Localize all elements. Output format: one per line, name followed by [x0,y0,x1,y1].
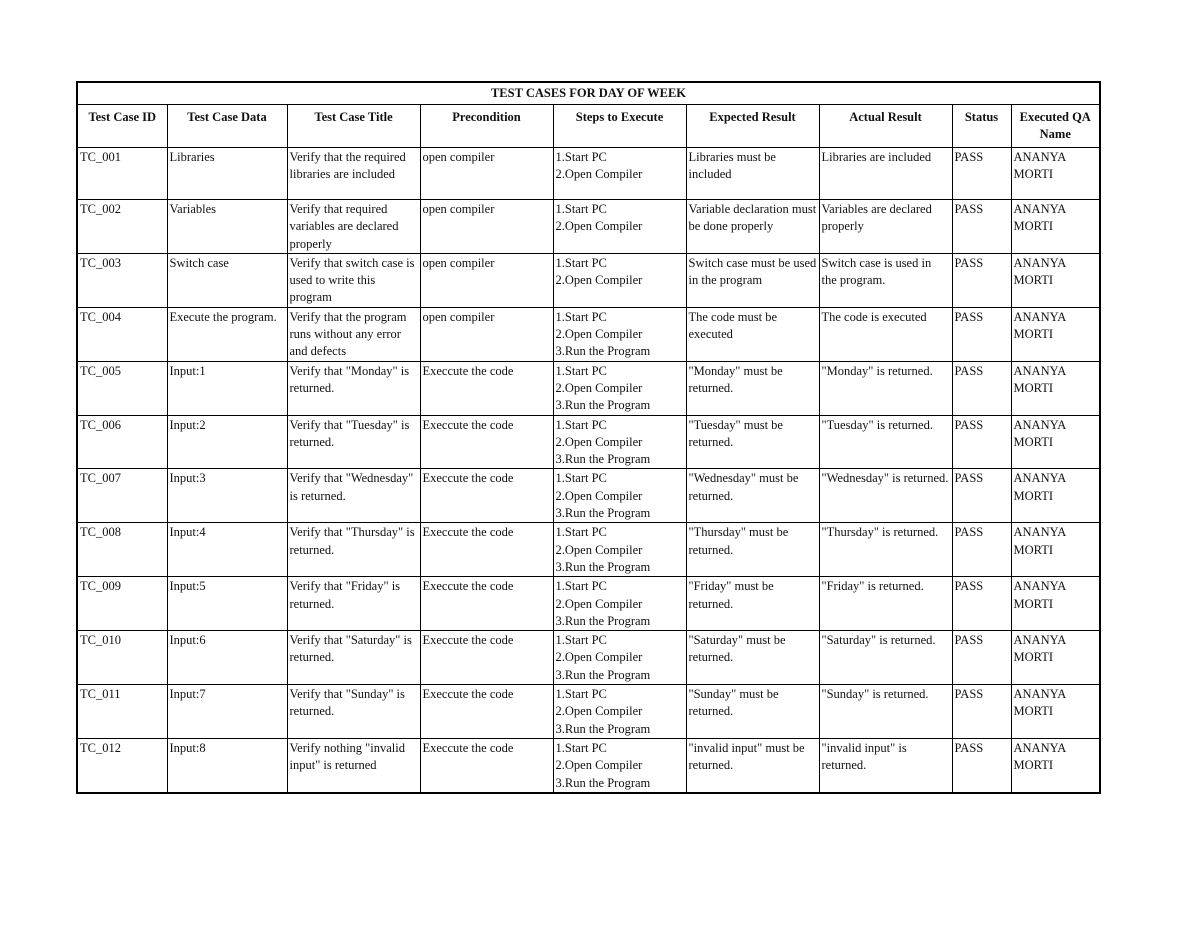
executed-qa-name-cell: ANANYA MORTI [1011,577,1100,631]
step-item: 1.Start PC [555,255,607,270]
expected-result-cell: "Saturday" must be returned. [686,631,819,685]
table-row [77,631,1100,685]
steps-cell [553,631,686,685]
steps-cell [553,148,686,200]
precondition-cell: Execcute the code [420,631,553,685]
table-title: TEST CASES FOR DAY OF WEEK [77,82,1100,105]
test-case-id-cell: TC_010 [77,631,167,685]
test-case-title-cell: Verify that "Thursday" is returned. [287,523,420,577]
actual-result-cell: "invalid input" is returned. [819,738,952,792]
executed-qa-name-cell: ANANYA MORTI [1011,738,1100,792]
steps-cell [553,361,686,415]
header-row [77,105,1100,148]
test-case-data-cell: Variables [167,200,287,254]
test-case-data-cell: Input:8 [167,738,287,792]
header-status: Status [952,105,1011,148]
actual-result-cell: "Friday" is returned. [819,577,952,631]
table-row [77,577,1100,631]
table-row [77,200,1100,254]
steps-cell [553,200,686,254]
expected-result-cell: Switch case must be used in the program [686,253,819,307]
step-item: 3.Run the Program [555,398,651,413]
step-item: 3.Run the Program [555,667,651,682]
steps-cell [553,577,686,631]
executed-qa-name-cell: ANANYA MORTI [1011,469,1100,523]
step-item: 2.Open Compiler [555,650,643,665]
test-case-title-cell: Verify that the required libraries are included [287,148,420,200]
test-case-data-cell: Input:1 [167,361,287,415]
test-case-title-cell: Verify that "Friday" is returned. [287,577,420,631]
step-item: 1.Start PC [555,363,607,378]
test-case-title-cell: Verify that "Saturday" is returned. [287,631,420,685]
test-case-data-cell: Switch case [167,253,287,307]
status-cell: PASS [952,200,1011,254]
header-test-case-title: Test Case Title [287,105,420,148]
precondition-cell: open compiler [420,307,553,361]
table-row [77,685,1100,739]
step-item: 1.Start PC [555,150,607,164]
step-item: 1.Start PC [555,202,607,216]
precondition-cell: Execcute the code [420,577,553,631]
status-cell: PASS [952,738,1011,792]
actual-result-cell: "Thursday" is returned. [819,523,952,577]
header-executed-qa: Executed QA Name [1011,105,1100,148]
expected-result-cell: Variable declaration must be done properly [686,200,819,254]
step-item: 2.Open Compiler [555,488,643,503]
header-test-case-data: Test Case Data [167,105,287,148]
table-row [77,738,1100,792]
test-case-data-cell: Input:2 [167,415,287,469]
actual-result-cell: Variables are declared properly [819,200,952,254]
steps-cell [553,415,686,469]
status-cell: PASS [952,523,1011,577]
test-case-data-cell: Input:3 [167,469,287,523]
test-case-data-cell: Execute the program. [167,307,287,361]
executed-qa-name-cell: ANANYA MORTI [1011,361,1100,415]
status-cell: PASS [952,631,1011,685]
step-item: 2.Open Compiler [555,434,643,449]
precondition-cell: Execcute the code [420,415,553,469]
executed-qa-name-cell: ANANYA MORTI [1011,200,1100,254]
step-item: 3.Run the Program [555,344,651,359]
header-precondition: Precondition [420,105,553,148]
expected-result-cell: "Monday" must be returned. [686,361,819,415]
test-case-data-cell: Input:6 [167,631,287,685]
actual-result-cell: "Sunday" is returned. [819,685,952,739]
actual-result-cell: "Wednesday" is returned. [819,469,952,523]
table-row [77,469,1100,523]
test-case-data-cell: Input:5 [167,577,287,631]
header-steps: Steps to Execute [553,105,686,148]
test-case-title-cell: Verify that "Monday" is returned. [287,361,420,415]
expected-result-cell: The code must be executed [686,307,819,361]
test-case-id-cell: TC_004 [77,307,167,361]
step-item: 1.Start PC [555,525,607,540]
actual-result-cell: The code is executed [819,307,952,361]
header-test-case-id: Test Case ID [77,105,167,148]
precondition-cell: Execcute the code [420,361,553,415]
step-item: 2.Open Compiler [555,380,643,395]
step-item: 1.Start PC [555,687,607,702]
expected-result-cell: "Wednesday" must be returned. [686,469,819,523]
test-case-id-cell: TC_009 [77,577,167,631]
test-case-id-cell: TC_003 [77,253,167,307]
test-case-id-cell: TC_007 [77,469,167,523]
step-item: 2.Open Compiler [555,167,643,182]
precondition-cell: open compiler [420,253,553,307]
precondition-cell: Execcute the code [420,523,553,577]
test-case-title-cell: Verify that switch case is used to write this program [287,253,420,307]
test-case-data-cell: Input:7 [167,685,287,739]
executed-qa-name-cell: ANANYA MORTI [1011,415,1100,469]
status-cell: PASS [952,685,1011,739]
executed-qa-name-cell: ANANYA MORTI [1011,148,1100,200]
actual-result-cell: "Tuesday" is returned. [819,415,952,469]
test-case-data-cell: Input:4 [167,523,287,577]
test-case-id-cell: TC_011 [77,685,167,739]
test-case-id-cell: TC_005 [77,361,167,415]
step-item: 3.Run the Program [555,559,651,574]
table-row [77,253,1100,307]
test-case-id-cell: TC_012 [77,738,167,792]
table-row [77,307,1100,361]
table-row [77,523,1100,577]
executed-qa-name-cell: ANANYA MORTI [1011,631,1100,685]
precondition-cell: open compiler [420,200,553,254]
step-item: 2.Open Compiler [555,327,643,342]
step-item: 3.Run the Program [555,775,651,790]
step-item: 1.Start PC [555,417,607,432]
executed-qa-name-cell: ANANYA MORTI [1011,523,1100,577]
status-cell: PASS [952,361,1011,415]
test-cases-table [76,81,1101,794]
executed-qa-name-cell: ANANYA MORTI [1011,253,1100,307]
status-cell: PASS [952,253,1011,307]
header-actual-result: Actual Result [819,105,952,148]
expected-result-cell: "Tuesday" must be returned. [686,415,819,469]
test-case-data-cell: Libraries [167,148,287,200]
expected-result-cell: "Friday" must be returned. [686,577,819,631]
steps-cell [553,253,686,307]
precondition-cell: Execcute the code [420,738,553,792]
expected-result-cell: "Thursday" must be returned. [686,523,819,577]
precondition-cell: Execcute the code [420,469,553,523]
step-item: 2.Open Compiler [555,273,643,288]
step-item: 1.Start PC [555,579,607,594]
table-row [77,415,1100,469]
step-item: 1.Start PC [555,740,607,755]
test-case-title-cell: Verify that required variables are declared properly [287,200,420,254]
step-item: 1.Start PC [555,309,607,324]
test-case-id-cell: TC_006 [77,415,167,469]
steps-cell [553,523,686,577]
status-cell: PASS [952,469,1011,523]
test-case-title-cell: Verify that "Wednesday" is returned. [287,469,420,523]
status-cell: PASS [952,307,1011,361]
steps-cell [553,307,686,361]
title-row [77,82,1100,105]
step-item: 3.Run the Program [555,613,651,628]
expected-result-cell: "invalid input" must be returned. [686,738,819,792]
precondition-cell: Execcute the code [420,685,553,739]
step-item: 3.Run the Program [555,452,651,467]
actual-result-cell: "Saturday" is returned. [819,631,952,685]
actual-result-cell: Libraries are included [819,148,952,200]
status-cell: PASS [952,415,1011,469]
step-item: 2.Open Compiler [555,596,643,611]
expected-result-cell: Libraries must be included [686,148,819,200]
test-case-title-cell: Verify that "Sunday" is returned. [287,685,420,739]
precondition-cell: open compiler [420,148,553,200]
step-item: 2.Open Compiler [555,542,643,557]
steps-cell [553,685,686,739]
step-item: 2.Open Compiler [555,758,643,773]
test-case-id-cell: TC_001 [77,148,167,200]
executed-qa-name-cell: ANANYA MORTI [1011,685,1100,739]
test-case-title-cell: Verify nothing "invalid input" is returned [287,738,420,792]
expected-result-cell: "Sunday" must be returned. [686,685,819,739]
step-item: 1.Start PC [555,471,607,486]
test-case-id-cell: TC_002 [77,200,167,254]
step-item: 2.Open Compiler [555,704,643,719]
status-cell: PASS [952,148,1011,200]
step-item: 1.Start PC [555,633,607,648]
steps-cell [553,738,686,792]
table-row [77,361,1100,415]
actual-result-cell: "Monday" is returned. [819,361,952,415]
test-case-title-cell: Verify that the program runs without any error and defects [287,307,420,361]
step-item: 2.Open Compiler [555,219,643,234]
status-cell: PASS [952,577,1011,631]
step-item: 3.Run the Program [555,506,651,521]
steps-cell [553,469,686,523]
step-item: 3.Run the Program [555,721,651,736]
table-row [77,148,1100,200]
executed-qa-name-cell: ANANYA MORTI [1011,307,1100,361]
header-expected-result: Expected Result [686,105,819,148]
actual-result-cell: Switch case is used in the program. [819,253,952,307]
test-case-title-cell: Verify that "Tuesday" is returned. [287,415,420,469]
test-case-id-cell: TC_008 [77,523,167,577]
